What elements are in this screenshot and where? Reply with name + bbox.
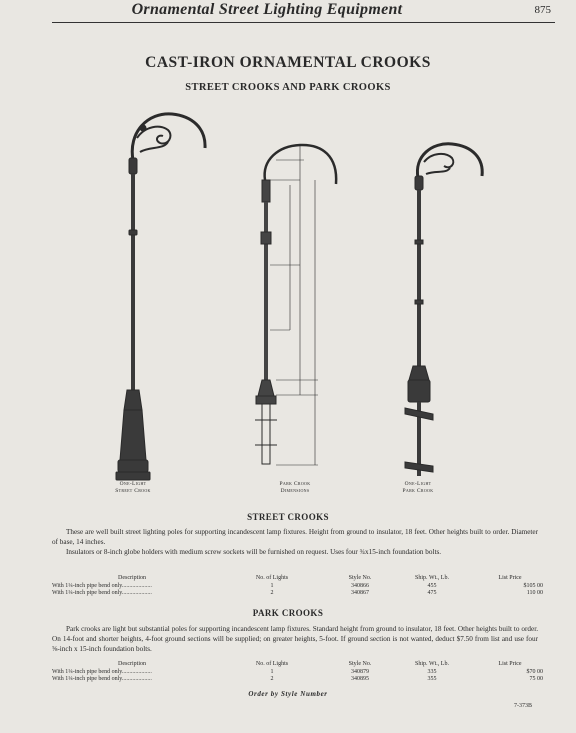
cell-description: With 1¼-inch pipe bend only.................... (52, 582, 152, 589)
park-crooks-description (52, 624, 538, 654)
cell-lights: 1 (270, 668, 274, 675)
center-figure-caption (245, 481, 345, 495)
park-crooks-table (52, 661, 546, 684)
cell-lights: 1 (270, 582, 274, 589)
cell-weight: 455 (427, 582, 437, 589)
cell-style: 340895 (351, 676, 369, 682)
cell-price: $105 00 (523, 582, 543, 589)
running-title: Ornamental Street Lighting Equipment (131, 1, 403, 18)
order-note: Order by Style Number (248, 690, 328, 698)
col-lights: No. of Lights (255, 575, 289, 581)
col-price: List Price (498, 575, 522, 581)
right-figure-caption (368, 481, 468, 495)
cell-style: 340867 (351, 590, 369, 596)
cell-price: $70 00 (526, 668, 543, 675)
col-description: Description (118, 661, 146, 667)
table-row (52, 583, 546, 591)
street-crook-figure (116, 114, 205, 480)
cell-weight: 475 (427, 590, 437, 596)
cell-lights: 2 (270, 590, 274, 596)
page-subtitle: STREET CROOKS AND PARK CROOKS (185, 82, 391, 93)
cell-style: 340879 (351, 668, 369, 675)
col-price: List Price (498, 661, 522, 667)
right-caption-line2: Park Crook (402, 488, 434, 494)
right-caption-line1: One-Light (404, 481, 432, 487)
street-paragraph-2: Insulators or 8-inch globe holders with medium screw sockets will be furnished on request. Uses four ¾x15-inch foundation bolts. (66, 548, 442, 556)
catalog-code: 7-373B (514, 703, 532, 709)
cell-lights: 2 (270, 676, 274, 682)
cell-price: 75 00 (529, 676, 543, 682)
street-crooks-heading: STREET CROOKS (247, 512, 329, 522)
cell-price: 110 00 (526, 590, 543, 596)
col-style: Style No. (348, 661, 372, 667)
center-caption-line2: Dimensions (280, 488, 310, 494)
table-header-row (52, 575, 546, 583)
left-caption-line2: Street Crook (115, 488, 151, 494)
cell-description: With 1¼-inch pipe bend only.................... (52, 676, 152, 682)
left-figure-caption (83, 481, 183, 495)
street-crooks-table (52, 575, 546, 598)
page-title: CAST-IRON ORNAMENTAL CROOKS (145, 54, 431, 71)
table-row (52, 669, 546, 677)
running-header (52, 0, 555, 23)
park-crooks-heading: PARK CROOKS (252, 608, 324, 618)
cell-weight: 335 (427, 668, 437, 675)
left-caption-line1: One-Light (119, 481, 147, 487)
table-row (52, 676, 546, 684)
col-lights: No. of Lights (255, 661, 289, 667)
col-description: Description (118, 575, 146, 581)
center-caption-line1: Park Crook (279, 481, 311, 487)
cell-weight: 355 (427, 676, 437, 682)
page-number: 875 (534, 4, 551, 16)
col-weight: Ship. Wt., Lb. (415, 575, 449, 581)
street-paragraph-1: These are well built street lighting poles for supporting incandescent lamp fixtures. Height from ground to insulator, 18 feet. Other heights built to order. Diameter of base, 14 inches. (52, 528, 538, 546)
cell-description: With 1¼-inch pipe bend only.................... (52, 668, 152, 675)
table-header-row (52, 661, 546, 669)
col-weight: Ship. Wt., Lb. (415, 661, 449, 667)
park-paragraph-1: Park crooks are light but substantial poles for supporting incandescent lamp fixtures. Standard height from ground to insulator, 18 feet. Other heights built to order. On 14-foot and shorter heights, 4-foot ground sections will be supplied; on greater heights, 5-foot. If ground section is not wanted, deduct $7.50 from list and use four ⅝-inch x 15-inch foundation bolts. (52, 625, 538, 653)
cell-style: 340866 (351, 582, 369, 589)
cell-description: With 1¼-inch pipe bend only.................... (52, 590, 152, 596)
park-crook-dimension-figure (255, 145, 336, 465)
table-row (52, 590, 546, 598)
crooks-illustration (0, 100, 576, 500)
col-style: Style No. (348, 575, 372, 581)
street-crooks-description (52, 527, 538, 557)
park-crook-figure (405, 144, 482, 476)
